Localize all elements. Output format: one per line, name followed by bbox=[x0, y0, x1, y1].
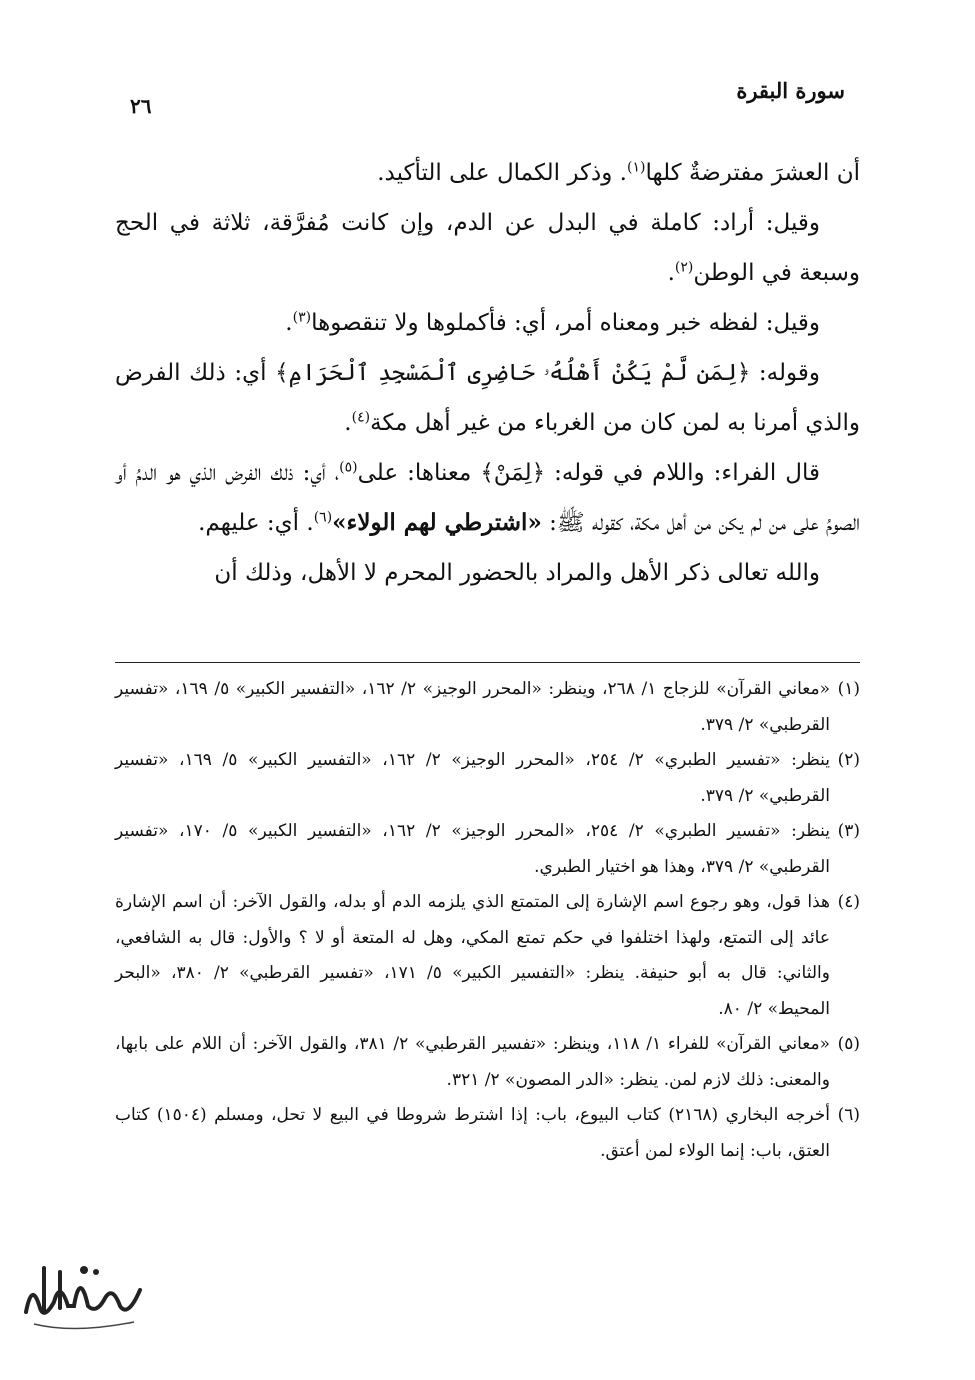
paragraph-5 bbox=[115, 448, 860, 548]
paragraph-mid: معناها: على bbox=[357, 460, 481, 486]
footnote-text: ينظر: «تفسير الطبري» ٢/ ٢٥٤، «المحرر الوجيز» ٢/ ١٦٢، «التفسير الكبير» ٥/ ١٧٠، «تفسير القرطبي» ٢/ ٣٧٩، وهذا هو اختيار الطبري. bbox=[115, 821, 831, 877]
footnotes bbox=[115, 672, 860, 1169]
main-text bbox=[115, 148, 860, 598]
page-header bbox=[130, 78, 845, 118]
paragraph-4 bbox=[115, 348, 860, 448]
page-number: ٢٦ bbox=[130, 94, 152, 118]
paragraph-6 bbox=[115, 548, 860, 598]
footnote-number: (٢) bbox=[837, 750, 860, 770]
paragraph-tail: . bbox=[285, 310, 293, 336]
footnote-number: (٣) bbox=[837, 821, 860, 841]
paragraph-tail: . bbox=[667, 260, 675, 286]
paragraph-text: أن العشرَ مفترضةٌ كلها bbox=[645, 160, 860, 186]
footnote-ref-6[interactable]: (٦) bbox=[313, 509, 333, 526]
footnote-ref-1[interactable]: (١) bbox=[626, 159, 646, 176]
footnote-text: أخرجه البخاري (٢١٦٨) كتاب البيوع، باب: إذا اشترط شروطا في البيع لا تحل، ومسلم (١٥٠٤) كتاب العتق، باب: إنما الولاء لمن أعتق. bbox=[115, 1105, 830, 1161]
footnote-ref-3[interactable]: (٣) bbox=[292, 309, 312, 326]
footnote-1 bbox=[115, 672, 860, 743]
quran-verse: ﴿لِمَنْ﴾ bbox=[480, 460, 546, 486]
running-title: سورة البقرة bbox=[736, 78, 845, 103]
paragraph-1 bbox=[115, 148, 860, 198]
paragraph-text: ، أي: ذلك الفرض الذي هو الدمُ أو الصومُ على من لم يكن من أهل مكة، كقوله ﷺ: bbox=[115, 460, 860, 536]
footnote-2 bbox=[115, 743, 860, 814]
publisher-logo-icon bbox=[14, 1250, 154, 1340]
paragraph-3 bbox=[115, 298, 860, 348]
footnote-text: هذا قول، وهو رجوع اسم الإشارة إلى المتمتع الذي يلزمه الدم أو بدله، والقول الآخر: أن اسم الإشارة عائد إلى التمتع، ولهذا اختلفوا في حكم تمتع المكي، وهل له المتعة أو لا ؟ والأول: قال به الشافعي، والثاني: قال به أبو حنيفة. ينظر: «التفسير الكبير» ٥/ ١٧١، «تفسير القرطبي» ٢/ ٣٨٠، «البحر المحيط» ٢/ ٨٠. bbox=[115, 892, 830, 1019]
footnote-6 bbox=[115, 1098, 860, 1169]
quran-verse: ﴿لِمَن لَّمْ يَكُنْ أَهْلُهُۥ حَاضِرِى ٱلْمَسْجِدِ ٱلْحَرَامِ﴾ bbox=[275, 360, 751, 386]
paragraph-text: وقيل: لفظه خبر ومعناه أمر، أي: فأكملوها ولا تنقصوها bbox=[311, 310, 820, 336]
footnote-ref-5[interactable]: (٥) bbox=[339, 459, 358, 476]
footnote-ref-4[interactable]: (٤) bbox=[351, 409, 371, 426]
footnote-4 bbox=[115, 885, 860, 1027]
footnote-number: (٦) bbox=[837, 1105, 860, 1125]
paragraph-lead: وقوله: bbox=[750, 360, 820, 386]
paragraph-lead: قال الفراء: واللام في قوله: bbox=[545, 460, 820, 486]
footnote-text: «معاني القرآن» للزجاج ١/ ٢٦٨، وينظر: «المحرر الوجيز» ٢/ ١٦٢، «التفسير الكبير» ٥/ ١٦٩، «تفسير القرطبي» ٢/ ٣٧٩. bbox=[115, 679, 830, 735]
hadith-quote: «اشترطي لهم الولاء» bbox=[332, 509, 542, 536]
paragraph-text: وقيل: أراد: كاملة في البدل عن الدم، وإن كانت مُفرَّقة، ثلاثة في الحج وسبعة في الوطن bbox=[115, 210, 860, 286]
paragraph-tail: . وذكر الكمال على التأكيد. bbox=[377, 160, 627, 186]
footnote-number: (١) bbox=[837, 679, 860, 699]
paragraph-2 bbox=[115, 198, 860, 298]
logo-graphic bbox=[14, 1250, 154, 1340]
footnote-3 bbox=[115, 814, 860, 885]
footnote-5 bbox=[115, 1027, 860, 1098]
paragraph-text: أي: ذلك الفرض والذي أمرنا به لمن كان من الغرباء من غير أهل مكة bbox=[115, 360, 860, 436]
footnote-number: (٥) bbox=[837, 1034, 860, 1054]
paragraph-tail: . bbox=[344, 410, 352, 436]
footnote-text: ينظر: «تفسير الطبري» ٢/ ٢٥٤، «المحرر الوجيز» ٢/ ١٦٢، «التفسير الكبير» ٥/ ١٦٩، «تفسير القرطبي» ٢/ ٣٧٩. bbox=[115, 750, 831, 806]
footnote-ref-2[interactable]: (٢) bbox=[674, 259, 694, 276]
footnote-number: (٤) bbox=[837, 892, 860, 912]
footnote-text: «معاني القرآن» للفراء ١/ ١١٨، وينظر: «تفسير القرطبي» ٢/ ٣٨١، والقول الآخر: أن اللام على بابها، والمعنى: ذلك لازم لمن. ينظر: «الدر المصون» ٢/ ٣٢١. bbox=[115, 1034, 830, 1090]
paragraph-text: والله تعالى ذكر الأهل والمراد بالحضور المحرم لا الأهل، وذلك أن bbox=[214, 560, 820, 586]
footnote-divider bbox=[115, 662, 860, 663]
paragraph-tail: . أي: عليهم. bbox=[198, 510, 314, 536]
